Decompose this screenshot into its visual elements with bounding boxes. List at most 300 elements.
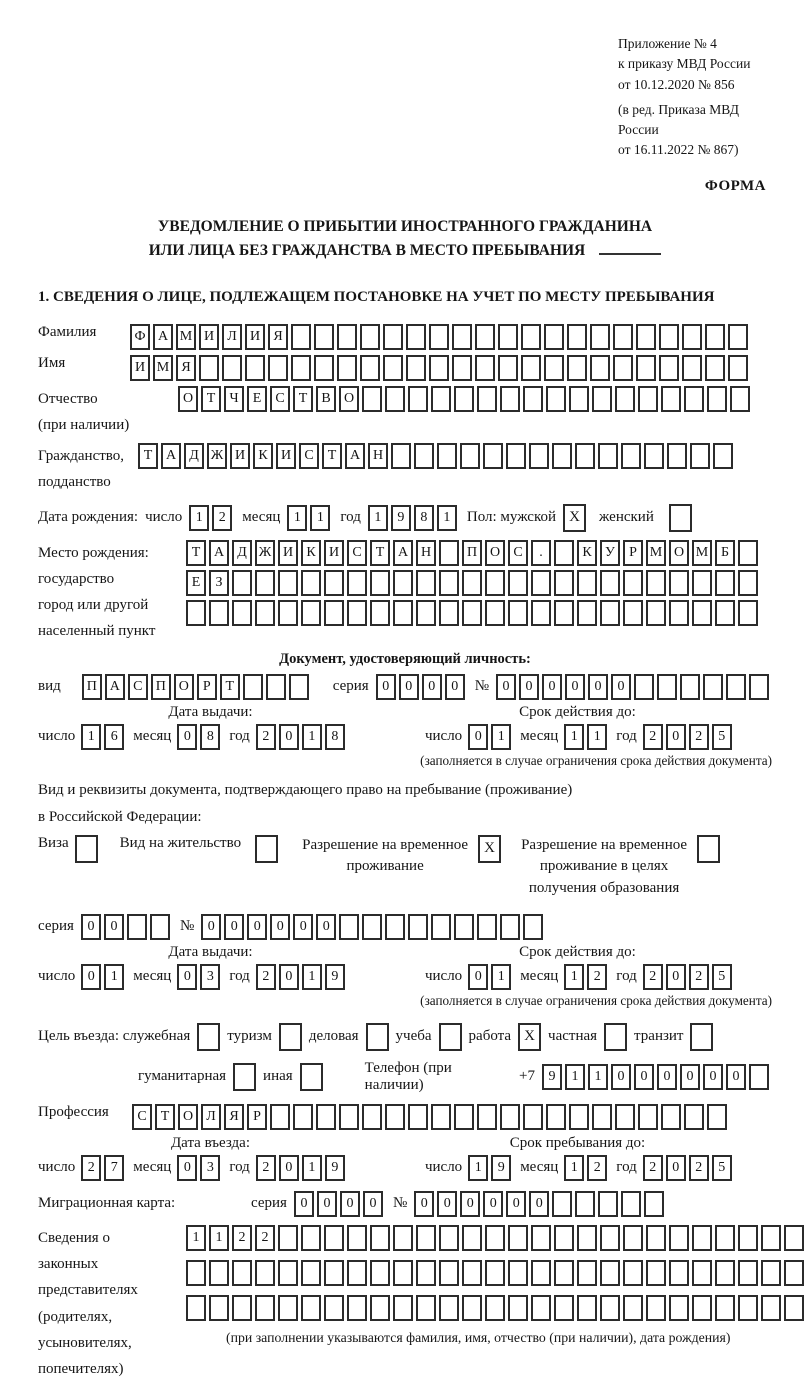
char-cell[interactable] [508, 1225, 528, 1251]
char-cell[interactable] [684, 386, 704, 412]
char-cell[interactable] [362, 386, 382, 412]
char-cell[interactable] [600, 570, 620, 596]
char-cell[interactable]: 0 [279, 964, 299, 990]
char-cell[interactable] [715, 1225, 735, 1251]
char-cell[interactable]: . [531, 540, 551, 566]
char-cell[interactable] [462, 570, 482, 596]
char-cell[interactable] [705, 324, 725, 350]
char-cell[interactable]: 1 [588, 1064, 608, 1090]
char-cell[interactable]: 2 [689, 1155, 709, 1181]
char-cell[interactable] [531, 1295, 551, 1321]
char-cell[interactable]: К [577, 540, 597, 566]
char-cell[interactable] [575, 443, 595, 469]
char-cell[interactable] [301, 570, 321, 596]
char-cell[interactable] [554, 1260, 574, 1286]
char-cell[interactable]: А [209, 540, 229, 566]
char-cell[interactable] [523, 914, 543, 940]
char-cell[interactable] [669, 1295, 689, 1321]
char-cell[interactable] [278, 570, 298, 596]
char-cell[interactable]: 3 [200, 1155, 220, 1181]
char-cell[interactable]: 1 [209, 1225, 229, 1251]
char-cell[interactable] [393, 1225, 413, 1251]
char-cell[interactable] [682, 324, 702, 350]
char-cell[interactable] [477, 914, 497, 940]
char-cell[interactable] [485, 1295, 505, 1321]
char-cell[interactable] [669, 1225, 689, 1251]
char-cell[interactable]: 1 [310, 505, 330, 531]
char-cell[interactable]: Д [232, 540, 252, 566]
char-cell[interactable]: Т [155, 1104, 175, 1130]
char-cell[interactable] [460, 443, 480, 469]
char-cell[interactable] [431, 914, 451, 940]
char-cell[interactable]: 2 [587, 1155, 607, 1181]
char-cell[interactable] [623, 600, 643, 626]
char-cell[interactable]: Ф [130, 324, 150, 350]
char-cell[interactable] [690, 443, 710, 469]
char-cell[interactable] [598, 443, 618, 469]
char-cell[interactable] [623, 570, 643, 596]
char-cell[interactable] [408, 914, 428, 940]
char-cell[interactable]: Р [623, 540, 643, 566]
char-cell[interactable] [569, 386, 589, 412]
char-cell[interactable] [498, 355, 518, 381]
char-cell[interactable]: 0 [519, 674, 539, 700]
char-cell[interactable] [452, 355, 472, 381]
char-cell[interactable] [669, 600, 689, 626]
char-cell[interactable]: А [161, 443, 181, 469]
char-cell[interactable] [680, 674, 700, 700]
char-cell[interactable]: 0 [317, 1191, 337, 1217]
char-cell[interactable] [715, 570, 735, 596]
char-cell[interactable] [567, 324, 587, 350]
char-cell[interactable]: 2 [587, 964, 607, 990]
char-cell[interactable] [278, 1295, 298, 1321]
char-cell[interactable]: Е [186, 570, 206, 596]
char-cell[interactable]: 9 [325, 1155, 345, 1181]
char-cell[interactable] [301, 1225, 321, 1251]
char-cell[interactable] [431, 1104, 451, 1130]
char-cell[interactable] [554, 540, 574, 566]
char-cell[interactable]: 2 [81, 1155, 101, 1181]
char-cell[interactable]: 2 [212, 505, 232, 531]
char-cell[interactable]: Е [247, 386, 267, 412]
char-cell[interactable]: 0 [279, 724, 299, 750]
char-cell[interactable] [245, 355, 265, 381]
char-cell[interactable] [577, 570, 597, 596]
char-cell[interactable] [577, 1225, 597, 1251]
char-cell[interactable]: 2 [689, 724, 709, 750]
char-cell[interactable]: 5 [712, 724, 732, 750]
char-cell[interactable]: 0 [726, 1064, 746, 1090]
char-cell[interactable] [623, 1260, 643, 1286]
char-cell[interactable]: 0 [201, 914, 221, 940]
char-cell[interactable] [255, 1260, 275, 1286]
char-cell[interactable] [278, 1260, 298, 1286]
char-cell[interactable] [337, 324, 357, 350]
char-cell[interactable]: 0 [294, 1191, 314, 1217]
purpose-private-checkbox[interactable] [604, 1023, 627, 1051]
char-cell[interactable] [462, 1260, 482, 1286]
char-cell[interactable] [600, 1260, 620, 1286]
char-cell[interactable]: 1 [437, 505, 457, 531]
char-cell[interactable] [531, 570, 551, 596]
char-cell[interactable]: И [230, 443, 250, 469]
char-cell[interactable]: 9 [491, 1155, 511, 1181]
char-cell[interactable]: К [301, 540, 321, 566]
residence-checkbox[interactable] [255, 835, 278, 863]
char-cell[interactable] [644, 1191, 664, 1217]
char-cell[interactable] [500, 1104, 520, 1130]
char-cell[interactable] [232, 570, 252, 596]
char-cell[interactable]: С [128, 674, 148, 700]
char-cell[interactable]: 0 [565, 674, 585, 700]
char-cell[interactable] [406, 355, 426, 381]
char-cell[interactable]: 1 [564, 964, 584, 990]
char-cell[interactable]: 1 [564, 724, 584, 750]
char-cell[interactable] [577, 1260, 597, 1286]
char-cell[interactable] [393, 1295, 413, 1321]
char-cell[interactable]: 0 [460, 1191, 480, 1217]
char-cell[interactable] [408, 1104, 428, 1130]
char-cell[interactable]: И [245, 324, 265, 350]
char-cell[interactable]: 1 [189, 505, 209, 531]
char-cell[interactable]: Т [186, 540, 206, 566]
char-cell[interactable] [592, 386, 612, 412]
char-cell[interactable] [370, 1295, 390, 1321]
char-cell[interactable]: 0 [224, 914, 244, 940]
char-cell[interactable] [634, 674, 654, 700]
char-cell[interactable]: И [199, 324, 219, 350]
char-cell[interactable] [289, 674, 309, 700]
char-cell[interactable]: У [600, 540, 620, 566]
char-cell[interactable] [127, 914, 147, 940]
char-cell[interactable] [347, 1295, 367, 1321]
char-cell[interactable] [324, 600, 344, 626]
char-cell[interactable] [431, 386, 451, 412]
char-cell[interactable]: 1 [491, 964, 511, 990]
char-cell[interactable] [730, 386, 750, 412]
char-cell[interactable]: 0 [422, 674, 442, 700]
char-cell[interactable] [738, 540, 758, 566]
char-cell[interactable]: Д [184, 443, 204, 469]
char-cell[interactable]: 1 [491, 724, 511, 750]
char-cell[interactable]: 0 [657, 1064, 677, 1090]
char-cell[interactable] [485, 1225, 505, 1251]
char-cell[interactable] [531, 1260, 551, 1286]
char-cell[interactable]: 0 [399, 674, 419, 700]
char-cell[interactable] [621, 1191, 641, 1217]
char-cell[interactable]: 0 [666, 1155, 686, 1181]
char-cell[interactable] [454, 1104, 474, 1130]
char-cell[interactable] [301, 1260, 321, 1286]
char-cell[interactable]: П [151, 674, 171, 700]
char-cell[interactable] [385, 1104, 405, 1130]
char-cell[interactable]: 9 [391, 505, 411, 531]
char-cell[interactable] [255, 1295, 275, 1321]
char-cell[interactable]: П [462, 540, 482, 566]
char-cell[interactable] [623, 1295, 643, 1321]
char-cell[interactable] [667, 443, 687, 469]
char-cell[interactable] [638, 1104, 658, 1130]
char-cell[interactable] [615, 386, 635, 412]
char-cell[interactable]: А [393, 540, 413, 566]
char-cell[interactable] [462, 1225, 482, 1251]
char-cell[interactable] [692, 570, 712, 596]
char-cell[interactable] [623, 1225, 643, 1251]
char-cell[interactable]: 0 [588, 674, 608, 700]
char-cell[interactable] [749, 1064, 769, 1090]
char-cell[interactable] [186, 1295, 206, 1321]
char-cell[interactable] [531, 600, 551, 626]
char-cell[interactable]: 5 [712, 964, 732, 990]
char-cell[interactable] [600, 600, 620, 626]
char-cell[interactable] [749, 674, 769, 700]
char-cell[interactable] [393, 570, 413, 596]
char-cell[interactable]: 0 [445, 674, 465, 700]
char-cell[interactable] [508, 1260, 528, 1286]
char-cell[interactable] [370, 570, 390, 596]
char-cell[interactable] [255, 570, 275, 596]
char-cell[interactable]: М [176, 324, 196, 350]
char-cell[interactable] [475, 324, 495, 350]
char-cell[interactable]: А [153, 324, 173, 350]
char-cell[interactable] [521, 324, 541, 350]
char-cell[interactable]: 1 [81, 724, 101, 750]
char-cell[interactable] [728, 355, 748, 381]
char-cell[interactable] [554, 600, 574, 626]
purpose-humanitarian-checkbox[interactable] [233, 1063, 256, 1091]
char-cell[interactable]: С [299, 443, 319, 469]
char-cell[interactable]: 1 [302, 724, 322, 750]
char-cell[interactable] [615, 1104, 635, 1130]
char-cell[interactable] [707, 386, 727, 412]
char-cell[interactable] [268, 355, 288, 381]
char-cell[interactable] [439, 1260, 459, 1286]
char-cell[interactable] [703, 674, 723, 700]
char-cell[interactable]: Б [715, 540, 735, 566]
char-cell[interactable] [209, 1260, 229, 1286]
char-cell[interactable]: 2 [643, 964, 663, 990]
char-cell[interactable] [592, 1104, 612, 1130]
purpose-official-checkbox[interactable] [197, 1023, 220, 1051]
char-cell[interactable] [646, 1260, 666, 1286]
char-cell[interactable] [437, 443, 457, 469]
char-cell[interactable] [575, 1191, 595, 1217]
purpose-study-checkbox[interactable] [439, 1023, 462, 1051]
purpose-work-checkbox[interactable]: X [518, 1023, 541, 1051]
char-cell[interactable] [657, 674, 677, 700]
char-cell[interactable]: Ж [255, 540, 275, 566]
char-cell[interactable] [613, 324, 633, 350]
char-cell[interactable] [324, 570, 344, 596]
char-cell[interactable] [429, 324, 449, 350]
char-cell[interactable] [209, 1295, 229, 1321]
char-cell[interactable] [362, 914, 382, 940]
char-cell[interactable] [684, 1104, 704, 1130]
char-cell[interactable] [707, 1104, 727, 1130]
char-cell[interactable] [232, 600, 252, 626]
char-cell[interactable]: 1 [302, 964, 322, 990]
char-cell[interactable] [669, 570, 689, 596]
char-cell[interactable] [646, 570, 666, 596]
char-cell[interactable] [339, 914, 359, 940]
visa-checkbox[interactable] [75, 835, 98, 863]
char-cell[interactable]: 0 [666, 724, 686, 750]
char-cell[interactable]: Т [322, 443, 342, 469]
char-cell[interactable] [521, 355, 541, 381]
char-cell[interactable]: 7 [104, 1155, 124, 1181]
char-cell[interactable] [567, 355, 587, 381]
char-cell[interactable]: М [692, 540, 712, 566]
char-cell[interactable]: Я [224, 1104, 244, 1130]
sex-female-checkbox[interactable] [669, 504, 692, 532]
char-cell[interactable] [577, 1295, 597, 1321]
char-cell[interactable]: И [276, 443, 296, 469]
char-cell[interactable] [278, 600, 298, 626]
char-cell[interactable]: К [253, 443, 273, 469]
char-cell[interactable] [293, 1104, 313, 1130]
char-cell[interactable] [682, 355, 702, 381]
purpose-tourism-checkbox[interactable] [279, 1023, 302, 1051]
char-cell[interactable]: 2 [256, 1155, 276, 1181]
char-cell[interactable] [416, 1260, 436, 1286]
char-cell[interactable] [347, 570, 367, 596]
char-cell[interactable]: 0 [529, 1191, 549, 1217]
char-cell[interactable] [291, 355, 311, 381]
char-cell[interactable]: А [345, 443, 365, 469]
char-cell[interactable] [337, 355, 357, 381]
char-cell[interactable] [715, 600, 735, 626]
char-cell[interactable] [324, 1225, 344, 1251]
char-cell[interactable]: 2 [255, 1225, 275, 1251]
char-cell[interactable]: О [178, 1104, 198, 1130]
char-cell[interactable] [429, 355, 449, 381]
char-cell[interactable]: 1 [302, 1155, 322, 1181]
char-cell[interactable] [546, 1104, 566, 1130]
char-cell[interactable]: 1 [186, 1225, 206, 1251]
char-cell[interactable] [636, 324, 656, 350]
char-cell[interactable]: 0 [468, 724, 488, 750]
char-cell[interactable] [477, 386, 497, 412]
char-cell[interactable] [726, 674, 746, 700]
char-cell[interactable]: 0 [414, 1191, 434, 1217]
char-cell[interactable]: 0 [483, 1191, 503, 1217]
char-cell[interactable]: Л [222, 324, 242, 350]
char-cell[interactable] [222, 355, 242, 381]
char-cell[interactable] [370, 1260, 390, 1286]
char-cell[interactable]: 8 [325, 724, 345, 750]
char-cell[interactable] [738, 600, 758, 626]
char-cell[interactable] [500, 386, 520, 412]
char-cell[interactable]: 0 [542, 674, 562, 700]
char-cell[interactable] [314, 324, 334, 350]
purpose-transit-checkbox[interactable] [690, 1023, 713, 1051]
char-cell[interactable]: 0 [177, 1155, 197, 1181]
char-cell[interactable]: В [316, 386, 336, 412]
char-cell[interactable] [646, 1295, 666, 1321]
char-cell[interactable] [508, 600, 528, 626]
char-cell[interactable] [508, 1295, 528, 1321]
char-cell[interactable]: 2 [256, 724, 276, 750]
char-cell[interactable] [475, 355, 495, 381]
char-cell[interactable] [659, 355, 679, 381]
char-cell[interactable]: 9 [325, 964, 345, 990]
char-cell[interactable]: О [174, 674, 194, 700]
char-cell[interactable] [301, 1295, 321, 1321]
char-cell[interactable]: О [485, 540, 505, 566]
char-cell[interactable] [186, 600, 206, 626]
char-cell[interactable]: Л [201, 1104, 221, 1130]
char-cell[interactable] [738, 1225, 758, 1251]
char-cell[interactable] [270, 1104, 290, 1130]
char-cell[interactable] [692, 1225, 712, 1251]
char-cell[interactable]: Н [416, 540, 436, 566]
char-cell[interactable] [383, 324, 403, 350]
char-cell[interactable] [391, 443, 411, 469]
char-cell[interactable] [761, 1295, 781, 1321]
purpose-business-checkbox[interactable] [366, 1023, 389, 1051]
purpose-other-checkbox[interactable] [300, 1063, 323, 1091]
char-cell[interactable]: 1 [468, 1155, 488, 1181]
char-cell[interactable]: 1 [287, 505, 307, 531]
char-cell[interactable]: 6 [104, 724, 124, 750]
char-cell[interactable] [360, 324, 380, 350]
char-cell[interactable] [784, 1260, 804, 1286]
char-cell[interactable] [738, 1260, 758, 1286]
char-cell[interactable]: 0 [247, 914, 267, 940]
char-cell[interactable] [414, 443, 434, 469]
char-cell[interactable]: 0 [81, 964, 101, 990]
char-cell[interactable] [232, 1295, 252, 1321]
char-cell[interactable] [278, 1225, 298, 1251]
char-cell[interactable]: 2 [689, 964, 709, 990]
char-cell[interactable]: Ч [224, 386, 244, 412]
char-cell[interactable] [385, 386, 405, 412]
char-cell[interactable]: Р [197, 674, 217, 700]
char-cell[interactable] [546, 386, 566, 412]
char-cell[interactable]: 1 [564, 1155, 584, 1181]
char-cell[interactable]: 0 [363, 1191, 383, 1217]
char-cell[interactable]: З [209, 570, 229, 596]
char-cell[interactable] [506, 443, 526, 469]
char-cell[interactable]: И [324, 540, 344, 566]
char-cell[interactable]: Т [220, 674, 240, 700]
char-cell[interactable] [659, 324, 679, 350]
temp-residence-edu-checkbox[interactable] [697, 835, 720, 863]
char-cell[interactable] [393, 1260, 413, 1286]
char-cell[interactable]: 8 [200, 724, 220, 750]
char-cell[interactable] [554, 1225, 574, 1251]
char-cell[interactable] [416, 1225, 436, 1251]
char-cell[interactable] [784, 1225, 804, 1251]
char-cell[interactable]: 0 [611, 1064, 631, 1090]
char-cell[interactable]: О [178, 386, 198, 412]
char-cell[interactable] [661, 386, 681, 412]
char-cell[interactable] [439, 1225, 459, 1251]
char-cell[interactable] [661, 1104, 681, 1130]
char-cell[interactable] [243, 674, 263, 700]
char-cell[interactable]: 1 [368, 505, 388, 531]
char-cell[interactable]: Т [138, 443, 158, 469]
char-cell[interactable]: 9 [542, 1064, 562, 1090]
char-cell[interactable]: 2 [232, 1225, 252, 1251]
char-cell[interactable]: 0 [340, 1191, 360, 1217]
char-cell[interactable] [761, 1225, 781, 1251]
char-cell[interactable] [613, 355, 633, 381]
char-cell[interactable] [636, 355, 656, 381]
char-cell[interactable]: 0 [293, 914, 313, 940]
char-cell[interactable]: Т [293, 386, 313, 412]
